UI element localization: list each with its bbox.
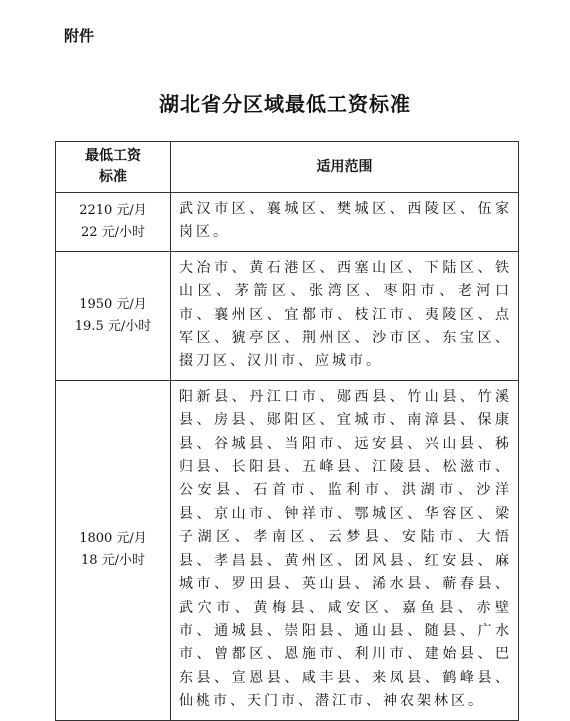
area-list-cell: 武汉市区、襄城区、樊城区、西陵区、伍家岗区。 (171, 193, 519, 252)
hourly-wage: 18 元/小时 (80, 553, 146, 569)
header-standard: 最低工资 标准 (56, 142, 171, 193)
minimum-wage-table (55, 141, 519, 721)
monthly-wage: 2210 元/月 (79, 202, 147, 218)
wage-standard-cell (56, 251, 171, 380)
wage-standard-cell (56, 193, 171, 252)
header-area: 适用范围 (171, 142, 519, 193)
monthly-wage: 1950 元/月 (79, 296, 147, 312)
document-title: 湖北省分区域最低工资标准 (159, 92, 411, 116)
table-row (56, 251, 519, 380)
table-header-row (56, 142, 519, 193)
hourly-wage: 19.5 元/小时 (74, 318, 152, 334)
table-row (56, 193, 519, 252)
attachment-label: 附件 (64, 27, 95, 45)
table-row (56, 380, 519, 720)
area-list-cell: 大冶市、黄石港区、西塞山区、下陆区、铁山区、茅箭区、张湾区、枣阳市、老河口市、襄州区、宜都市、枝江市、夷陵区、点军区、猇亭区、荆州区、沙市区、东宝区、掇刀区、汉川市、应城市。 (171, 251, 519, 380)
area-list-cell: 阳新县、丹江口市、郧西县、竹山县、竹溪县、房县、郧阳区、宜城市、南漳县、保康县、谷城县、当阳市、远安县、兴山县、秭归县、长阳县、五峰县、江陵县、松滋市、公安县、石首市、监利市、洪湖市、沙洋县、京山市、钟祥市、鄂城区、华容区、梁子湖区、孝南区、云梦县、安陆市、大悟县、孝昌县、黄州区、团风县、红安县、麻城市、罗田县、英山县、浠水县、蕲春县、武穴市、黄梅县、咸安区、嘉鱼县、赤壁市、通城县、崇阳县、通山县、随县、广水市、曾都区、恩施市、利川市、建始县、巴东县、宣恩县、咸丰县、来凤县、鹤峰县、仙桃市、天门市、潜江市、神农架林区。 (171, 380, 519, 720)
wage-standard-cell (56, 380, 171, 720)
hourly-wage: 22 元/小时 (80, 224, 146, 240)
monthly-wage: 1800 元/月 (79, 531, 147, 547)
